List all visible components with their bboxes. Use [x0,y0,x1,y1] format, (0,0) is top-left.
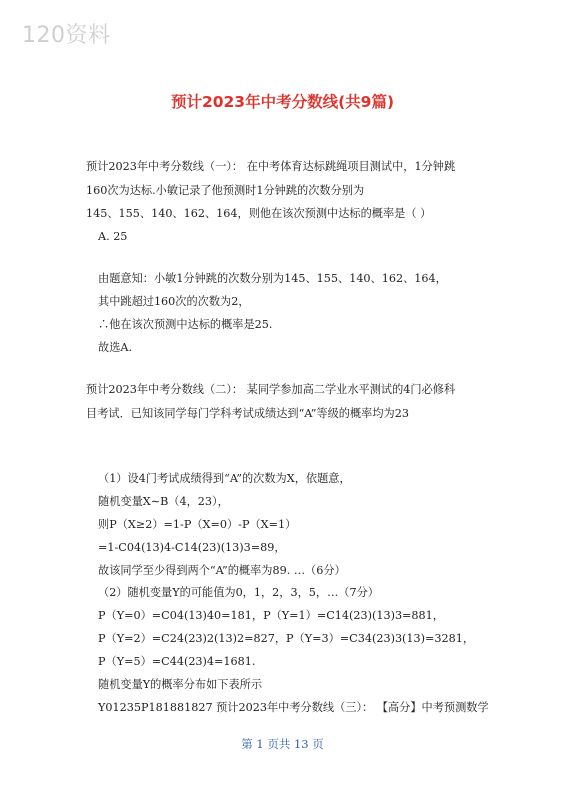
text-line: 随机变量X∼B（4，23）， [98,495,229,508]
text-line: 则P（X≥2）=1-P（X=0）-P（X=1） [98,518,297,531]
text-line: =1-C04(13)4-C14(23)(13)3=89， [98,541,286,554]
text-line: 预计2023年中考分数线（一）： 在中考体育达标跳绳项目测试中，1分钟跳 [86,160,456,173]
text-line: （2）随机变量Y的可能值为0，1，2，3，5，…（7分） [98,586,379,599]
text-line: 故选A. [98,341,133,354]
text-line: P（Y=5）=C44(23)4=1681. [98,655,256,668]
text-line: 目考试．已知该同学每门学科考试成绩达到“A”等级的概率均为23 [86,407,409,420]
text-line: 预计2023年中考分数线（二）： 某同学参加高二学业水平测试的4门必修科 [86,383,456,396]
text-line: 其中跳超过160次的次数为2， [98,295,250,308]
document-title: 预计2023年中考分数线(共9篇) [170,93,395,111]
text-line: 故该同学至少得到两个“A”的概率为89. …（6分） [98,564,346,577]
text-line: （1）设4门考试成绩得到“A”的次数为X，依题意， [98,472,351,485]
page-number-footer: 第 1 页共 13 页 [241,737,324,751]
answer-option: A. 25 [98,230,128,243]
watermark-logo: 120资料 [22,23,111,48]
text-line: Y01235P181881827 预计2023年中考分数线（三）： 【高分】中考预测数学 [98,701,489,714]
text-line: ∴他在该次预测中达标的概率是25. [98,318,273,331]
text-line: 145、155、140、162、164，则他在该次预测中达标的概率是（ ） [86,207,432,220]
text-line: P（Y=0）=C04(13)40=181，P（Y=1）=C14(23)(13)3=881， [98,609,444,622]
text-line: P（Y=2）=C24(23)2(13)2=827，P（Y=3）=C34(23)3(13)=3281， [98,632,475,645]
text-line: 160次为达标.小敏记录了他预测时1分钟跳的次数分别为 [86,184,365,197]
text-line: 随机变量Y的概率分布如下表所示 [98,678,263,691]
text-line: 由题意知：小敏1分钟跳的次数分别为145、155、140、162、164， [98,272,447,285]
